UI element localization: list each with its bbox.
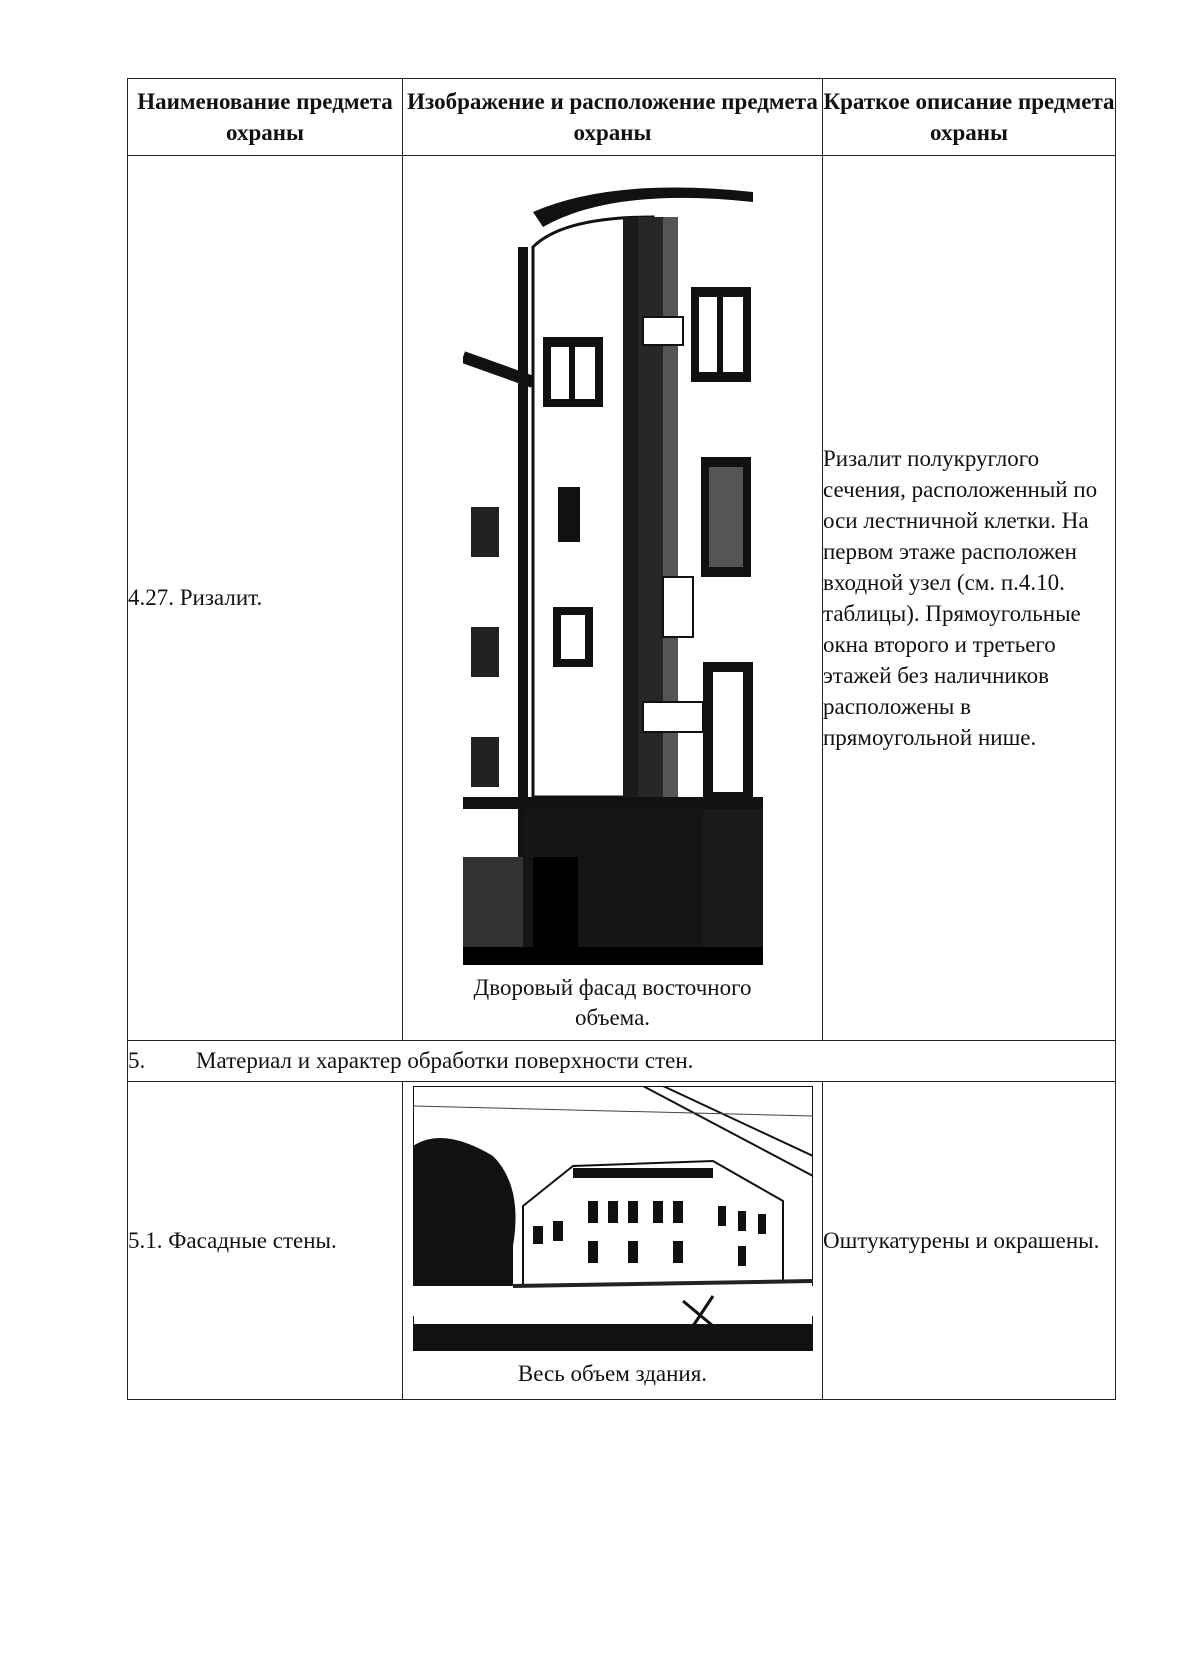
row-image-cell (403, 1082, 823, 1400)
row-description: Ризалит полукруглого сечения, расположенный по оси лестничной клетки. На первом этаже расположен входной узел (см. п.4.10. таблицы). Прямоугольные окна второго и третьего этажей без наличников расположены в прямоугольной нише. (823, 156, 1116, 1041)
section-heading (128, 1041, 1116, 1082)
building-photo (413, 1086, 813, 1351)
section-number: 5. (128, 1048, 146, 1073)
rizalit-photo (463, 157, 763, 965)
row-image-cell (403, 156, 823, 1041)
table-row (128, 156, 1116, 1041)
protection-subjects-table (127, 78, 1116, 1400)
row-description: Оштукатурены и окрашены. (823, 1082, 1116, 1400)
row-image-caption: Дворовый фасад восточного объема. (473, 975, 752, 1030)
row-name: 5.1. Фасадные стены. (128, 1082, 403, 1400)
row-image-caption: Весь объем здания. (517, 1361, 708, 1386)
header-name: Наименование предмета охраны (128, 79, 403, 156)
section-row (128, 1041, 1116, 1082)
header-image-location: Изображение и расположение предмета охраны (403, 79, 823, 156)
section-title: Материал и характер обработки поверхности стен. (196, 1048, 694, 1073)
header-description: Краткое описание предмета охраны (823, 79, 1116, 156)
table-header-row (128, 79, 1116, 156)
row-name: 4.27. Ризалит. (128, 156, 403, 1041)
table-row (128, 1082, 1116, 1400)
